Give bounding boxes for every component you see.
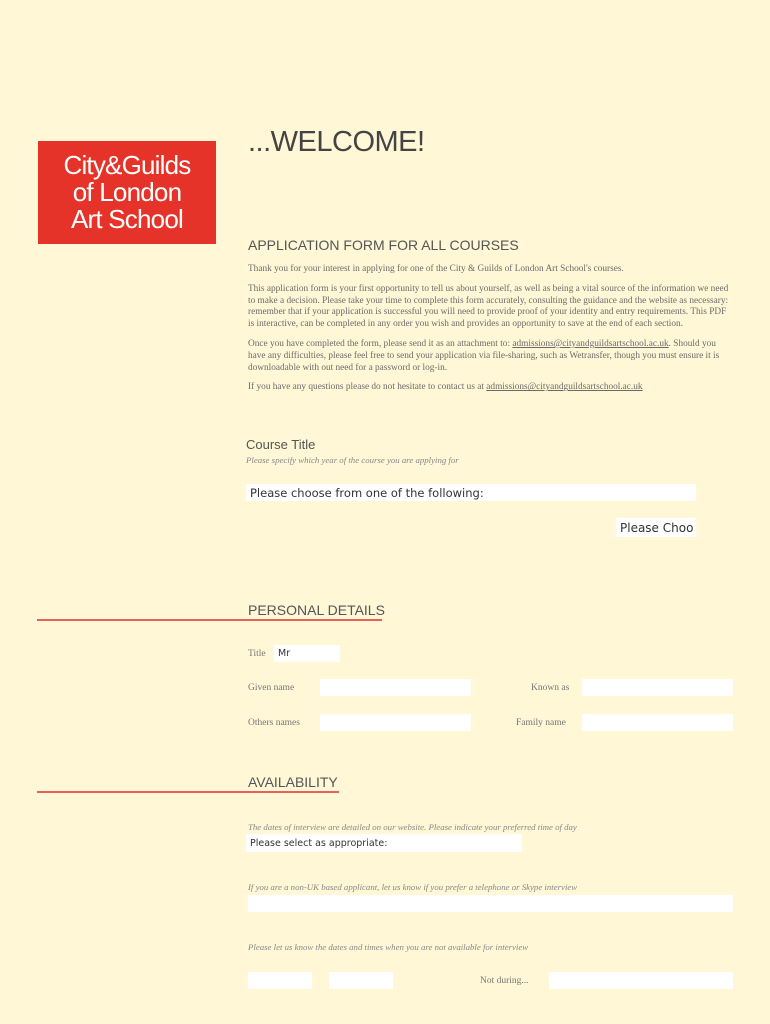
known-as-label: Known as — [531, 683, 570, 693]
not-during-field[interactable] — [549, 972, 733, 989]
intro-paragraph-3 — [248, 339, 730, 374]
logo-line-2: of London — [72, 177, 182, 207]
email-link-contact[interactable]: admissions@cityandguildsartschool.ac.uk — [486, 382, 643, 393]
intro-text — [248, 264, 730, 402]
known-as-field[interactable] — [582, 679, 733, 696]
form-title: APPLICATION FORM FOR ALL COURSES — [248, 237, 519, 253]
unavailable-date-field-2[interactable] — [329, 972, 393, 989]
course-year-select[interactable]: Please Choo — [616, 518, 696, 537]
family-name-field[interactable] — [582, 714, 733, 731]
intro-paragraph-3-end: . Should you have any difficulties, please feel free to send your application via file-sharing, such as Wetransfer, though you must ensure it is downloadable with out need for a password or log-in. — [248, 338, 720, 373]
interview-type-field[interactable] — [248, 895, 733, 912]
title-field[interactable]: Mr — [274, 645, 340, 662]
email-link[interactable]: admissions@cityandguildsartschool.ac.uk — [512, 338, 669, 349]
interview-type-hint: If you are a non-UK based applicant, let us know if you prefer a telephone or Skype interview — [248, 882, 578, 892]
given-name-label: Given name — [248, 683, 295, 693]
logo-line-3: Art School — [71, 204, 183, 234]
unavailable-dates-hint: Please let us know the dates and times when you are not available for interview — [248, 942, 529, 952]
others-names-label: Others names — [248, 718, 300, 728]
personal-divider — [37, 619, 382, 621]
title-label: Title — [248, 649, 266, 659]
intro-paragraph-3-start: Once you have completed the form, please send it as an attachment to: — [248, 338, 513, 349]
interview-time-select[interactable]: Please select as appropriate: — [246, 834, 522, 852]
school-logo — [38, 141, 216, 244]
intro-paragraph-2: This application form is your first opportunity to tell us about yourself, as well as being a vital source of the information we need to make a decision. Please take your time to complete this form accurately, consulting the guidance and the website as necessary: remember that if your application is successful you will need to provide proof of your identity and entry requirements. This PDF is interactive, can be completed in any order you wish and provides an opportunity to save at the end of each section. — [248, 283, 729, 330]
intro-paragraph-4 — [248, 382, 730, 394]
family-name-label: Family name — [516, 718, 566, 728]
not-during-label: Not during... — [480, 976, 529, 986]
interview-time-hint: The dates of interview are detailed on our website. Please indicate your preferred time of day — [248, 822, 577, 832]
course-hint: Please specify which year of the course you are applying for — [246, 455, 459, 465]
intro-paragraph-4-start: If you have any questions please do not hesitate to contact us at — [248, 382, 487, 393]
given-name-field[interactable] — [320, 679, 471, 696]
personal-details-heading: PERSONAL DETAILS — [248, 602, 385, 618]
unavailable-date-field-1[interactable] — [248, 972, 312, 989]
others-names-field[interactable] — [320, 714, 471, 731]
course-select[interactable]: Please choose from one of the following: — [246, 484, 696, 501]
welcome-heading: ...WELCOME! — [248, 126, 425, 158]
intro-paragraph-1: Thank you for your interest in applying for one of the City & Guilds of London Art School's courses. — [248, 264, 624, 274]
logo-line-1: City&Guilds — [63, 150, 191, 180]
availability-heading: AVAILABILITY — [248, 774, 338, 790]
availability-divider — [37, 791, 339, 793]
course-title-heading: Course Title — [246, 437, 316, 452]
